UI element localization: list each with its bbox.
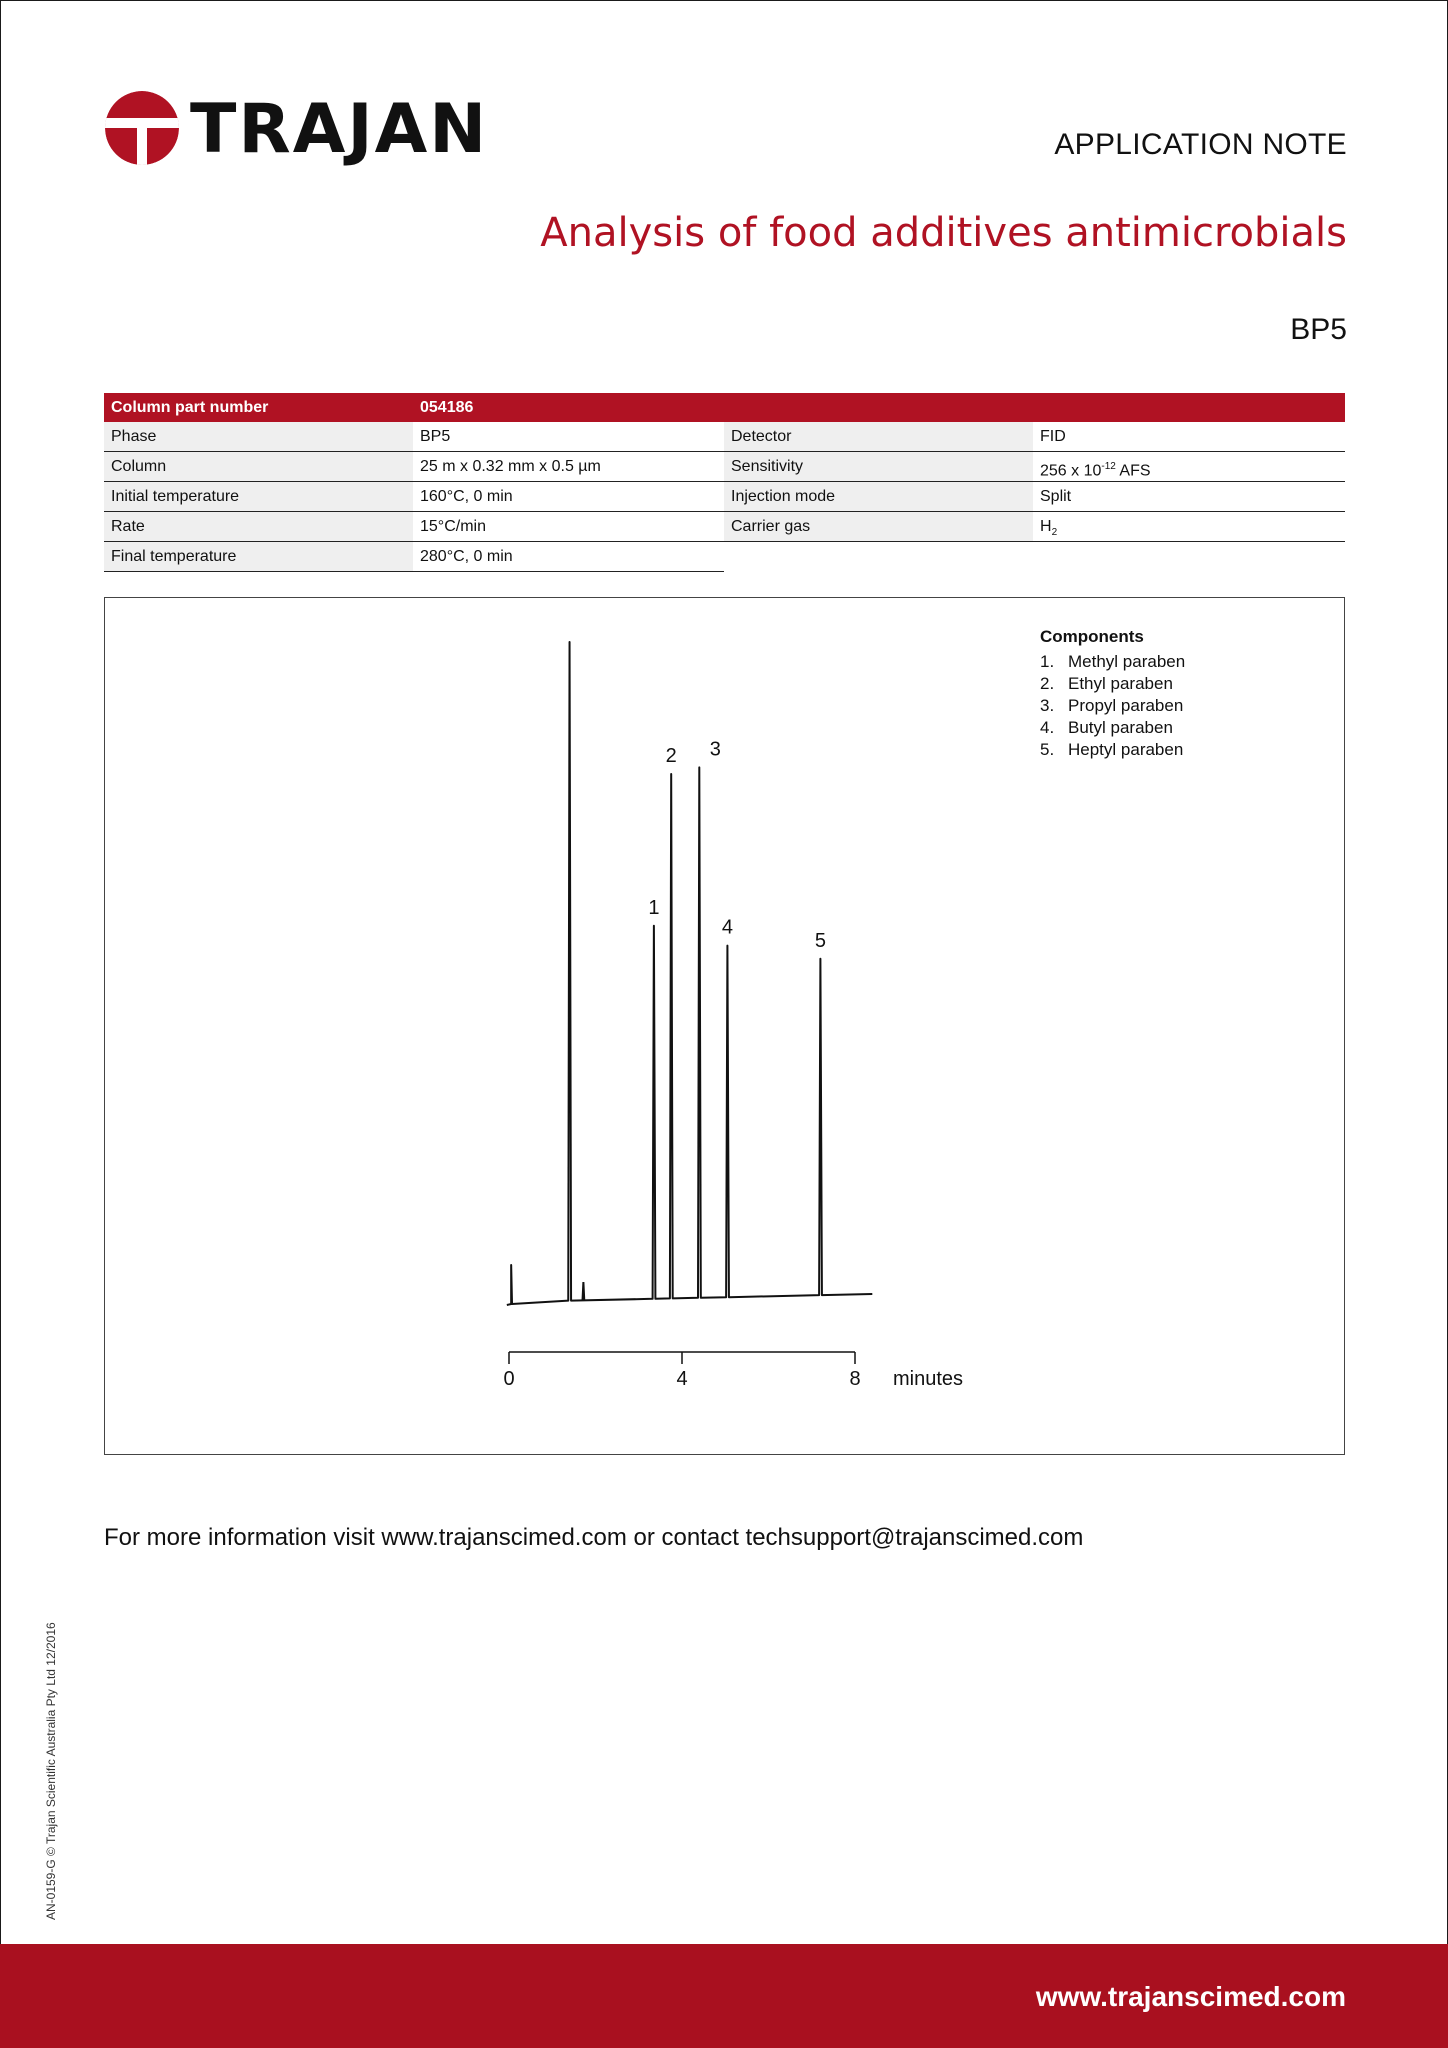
spec-row: [724, 482, 1345, 512]
column-name: BP5: [1290, 313, 1347, 346]
peak-label: 2: [665, 745, 677, 767]
sensitivity-exponent: -12: [1101, 461, 1116, 472]
logo-wordmark: TRAJAN: [190, 90, 489, 169]
carrier-gas-symbol: H: [1040, 518, 1052, 535]
spec-value: 280°C, 0 min: [420, 548, 513, 565]
legend-title: Components: [1040, 627, 1144, 646]
spec-row: [724, 512, 1345, 542]
spec-value: BP5: [420, 428, 451, 445]
spec-label: Initial temperature: [104, 482, 413, 511]
legend-number: 1.: [1040, 652, 1055, 671]
document-code: AN-0159-G © Trajan Scientific Australia Pty Ltd 12/2016: [44, 1622, 58, 1920]
x-tick-label: 8: [849, 1368, 861, 1390]
legend-number: 3.: [1040, 696, 1055, 715]
legend-name: Butyl paraben: [1068, 718, 1173, 737]
spec-row: [104, 512, 724, 542]
trajan-logo-icon: [104, 90, 180, 166]
page-title: Analysis of food additives antimicrobials: [540, 210, 1347, 256]
spec-header-label: Column part number: [111, 399, 269, 416]
x-tick-label: 4: [676, 1368, 688, 1390]
spec-label: Column: [104, 452, 413, 481]
spec-row: [104, 542, 724, 572]
sensitivity-unit: AFS: [1115, 462, 1151, 480]
spec-value: 15°C/min: [420, 518, 486, 535]
x-tick-label: 0: [503, 1368, 515, 1390]
spec-row: [724, 422, 1345, 452]
contact-info: For more information visit www.trajanscimed.com or contact techsupport@trajanscimed.com: [104, 1524, 1084, 1551]
legend-number: 2.: [1040, 674, 1055, 693]
peak-label: 5: [814, 929, 826, 952]
sensitivity-base: 256 x 10: [1040, 462, 1102, 480]
spec-value: 25 m x 0.32 mm x 0.5 µm: [420, 458, 601, 475]
legend-item: [1040, 717, 1185, 739]
spec-label: Sensitivity: [724, 452, 1033, 481]
legend-number: 5.: [1040, 740, 1055, 759]
document-type: APPLICATION NOTE: [1054, 128, 1347, 161]
x-axis-label: minutes: [893, 1368, 964, 1390]
footer-url[interactable]: www.trajanscimed.com: [1035, 1981, 1346, 2012]
legend-item: [1040, 695, 1185, 717]
spec-value: FID: [1040, 428, 1066, 445]
spec-row: [104, 452, 724, 482]
spec-value: 160°C, 0 min: [420, 488, 513, 505]
legend-item: [1040, 673, 1185, 695]
legend-name: Propyl paraben: [1068, 696, 1184, 715]
spec-label: Detector: [724, 422, 1033, 451]
legend-name: Methyl paraben: [1068, 652, 1186, 671]
spec-label: Rate: [104, 512, 413, 541]
spec-value: [1033, 512, 1057, 541]
spec-row: [104, 422, 724, 452]
components-legend: [1040, 627, 1185, 761]
peak-label: 3: [709, 738, 721, 761]
trajan-logo: [104, 90, 489, 169]
spec-row: [104, 482, 724, 512]
spec-label: Carrier gas: [724, 512, 1033, 541]
legend-item: [1040, 651, 1185, 673]
spec-label: Injection mode: [724, 482, 1033, 511]
legend-number: 4.: [1040, 718, 1055, 737]
legend-item: [1040, 739, 1185, 761]
spec-value: [1033, 452, 1151, 481]
legend-name: Ethyl paraben: [1068, 674, 1173, 693]
spec-label: Phase: [104, 422, 413, 451]
peak-label: 4: [721, 916, 733, 939]
legend-name: Heptyl paraben: [1068, 740, 1184, 759]
footer-bar: [0, 1944, 1448, 2048]
spec-header-row: [104, 393, 1345, 422]
spec-value: Split: [1040, 488, 1072, 505]
spec-row: [724, 452, 1345, 482]
peak-label: 1: [648, 896, 660, 919]
spec-label: Final temperature: [104, 542, 413, 571]
carrier-gas-subscript: 2: [1051, 527, 1058, 539]
spec-header-value: 054186: [420, 399, 474, 416]
